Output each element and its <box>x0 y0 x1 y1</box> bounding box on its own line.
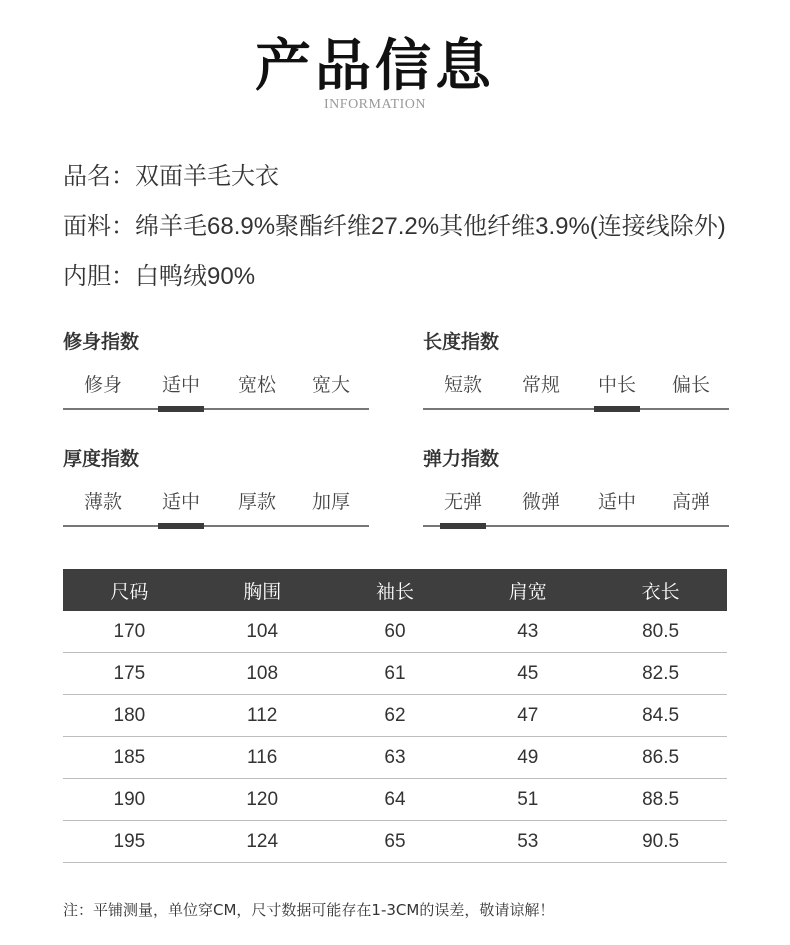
table-cell: 45 <box>461 653 594 695</box>
fit-option-4: 宽大 <box>311 374 350 396</box>
table-cell: 124 <box>196 821 329 863</box>
table-cell: 82.5 <box>594 653 727 695</box>
product-name-label: 品名： <box>63 162 135 190</box>
elasticity-index-title: 弹力指数 <box>423 448 500 470</box>
elasticity-index-scale <box>423 488 729 530</box>
table-cell: 104 <box>196 611 329 653</box>
table-cell: 88.5 <box>594 779 727 821</box>
fabric-line <box>63 206 726 241</box>
table-cell: 190 <box>63 779 196 821</box>
table-cell: 63 <box>329 737 462 779</box>
thickness-option-3: 厚款 <box>237 491 276 513</box>
size-table-header <box>63 569 727 611</box>
table-cell: 108 <box>196 653 329 695</box>
table-cell: 195 <box>63 821 196 863</box>
fit-index <box>63 327 369 413</box>
table-row <box>63 611 727 653</box>
product-name-value: 双面羊毛大衣 <box>135 163 279 190</box>
table-cell: 65 <box>329 821 462 863</box>
header-shoulder: 肩宽 <box>461 569 594 611</box>
table-cell: 84.5 <box>594 695 727 737</box>
measurement-note: 注：平铺测量，单位穿CM，尺寸数据可能存在1-3CM的误差，敬请谅解！ <box>63 901 555 919</box>
table-cell: 49 <box>461 737 594 779</box>
length-option-3: 中长 <box>597 374 636 396</box>
thickness-option-2: 适中 <box>161 491 200 513</box>
page-subtitle: INFORMATION <box>324 97 426 112</box>
thickness-index-selected-marker <box>158 523 204 529</box>
table-row <box>63 737 727 779</box>
page-title: 产品信息 <box>255 33 495 99</box>
table-cell: 170 <box>63 611 196 653</box>
table-cell: 51 <box>461 779 594 821</box>
length-option-4: 偏长 <box>671 374 710 396</box>
table-cell: 180 <box>63 695 196 737</box>
table-cell: 43 <box>461 611 594 653</box>
length-index-baseline <box>423 408 729 410</box>
thickness-option-1: 薄款 <box>83 491 122 513</box>
elasticity-option-4: 高弹 <box>671 491 710 513</box>
table-cell: 80.5 <box>594 611 727 653</box>
thickness-index-baseline <box>63 525 369 527</box>
lining-label: 内胆： <box>63 262 135 290</box>
table-cell: 112 <box>196 695 329 737</box>
length-option-1: 短款 <box>443 374 482 396</box>
table-cell: 120 <box>196 779 329 821</box>
table-row <box>63 653 727 695</box>
table-cell: 175 <box>63 653 196 695</box>
table-row <box>63 779 727 821</box>
table-cell: 53 <box>461 821 594 863</box>
length-index-selected-marker <box>594 406 640 412</box>
product-name-line <box>63 156 279 191</box>
thickness-index-title: 厚度指数 <box>63 448 140 470</box>
fabric-label: 面料： <box>63 212 135 240</box>
table-cell: 185 <box>63 737 196 779</box>
fabric-value: 绵羊毛68.9%聚酯纤维27.2%其他纤维3.9%(连接线除外) <box>135 213 726 240</box>
elasticity-option-3: 适中 <box>597 491 636 513</box>
table-row <box>63 821 727 863</box>
elasticity-index-selected-marker <box>440 523 486 529</box>
length-index-scale <box>423 371 729 413</box>
header-size: 尺码 <box>63 569 196 611</box>
thickness-option-4: 加厚 <box>311 491 350 513</box>
lining-line <box>63 256 255 291</box>
fit-index-selected-marker <box>158 406 204 412</box>
table-cell: 90.5 <box>594 821 727 863</box>
thickness-index <box>63 444 369 530</box>
fit-option-1: 修身 <box>83 374 122 396</box>
length-option-2: 常规 <box>521 374 560 396</box>
length-index <box>423 327 729 413</box>
elasticity-option-2: 微弹 <box>521 491 560 513</box>
header-chest: 胸围 <box>196 569 329 611</box>
elasticity-index <box>423 444 729 530</box>
fit-option-3: 宽松 <box>237 374 276 396</box>
table-cell: 116 <box>196 737 329 779</box>
table-cell: 61 <box>329 653 462 695</box>
fit-index-baseline <box>63 408 369 410</box>
table-row <box>63 695 727 737</box>
lining-value: 白鸭绒90% <box>135 263 256 290</box>
table-cell: 64 <box>329 779 462 821</box>
header-sleeve: 袖长 <box>329 569 462 611</box>
table-cell: 47 <box>461 695 594 737</box>
length-index-title: 长度指数 <box>423 331 500 353</box>
fit-option-2: 适中 <box>161 374 200 396</box>
elasticity-option-1: 无弹 <box>443 491 482 513</box>
fit-index-title: 修身指数 <box>63 331 140 353</box>
table-cell: 60 <box>329 611 462 653</box>
thickness-index-scale <box>63 488 369 530</box>
fit-index-scale <box>63 371 369 413</box>
table-cell: 86.5 <box>594 737 727 779</box>
table-cell: 62 <box>329 695 462 737</box>
size-table <box>63 569 727 863</box>
header-length: 衣长 <box>594 569 727 611</box>
